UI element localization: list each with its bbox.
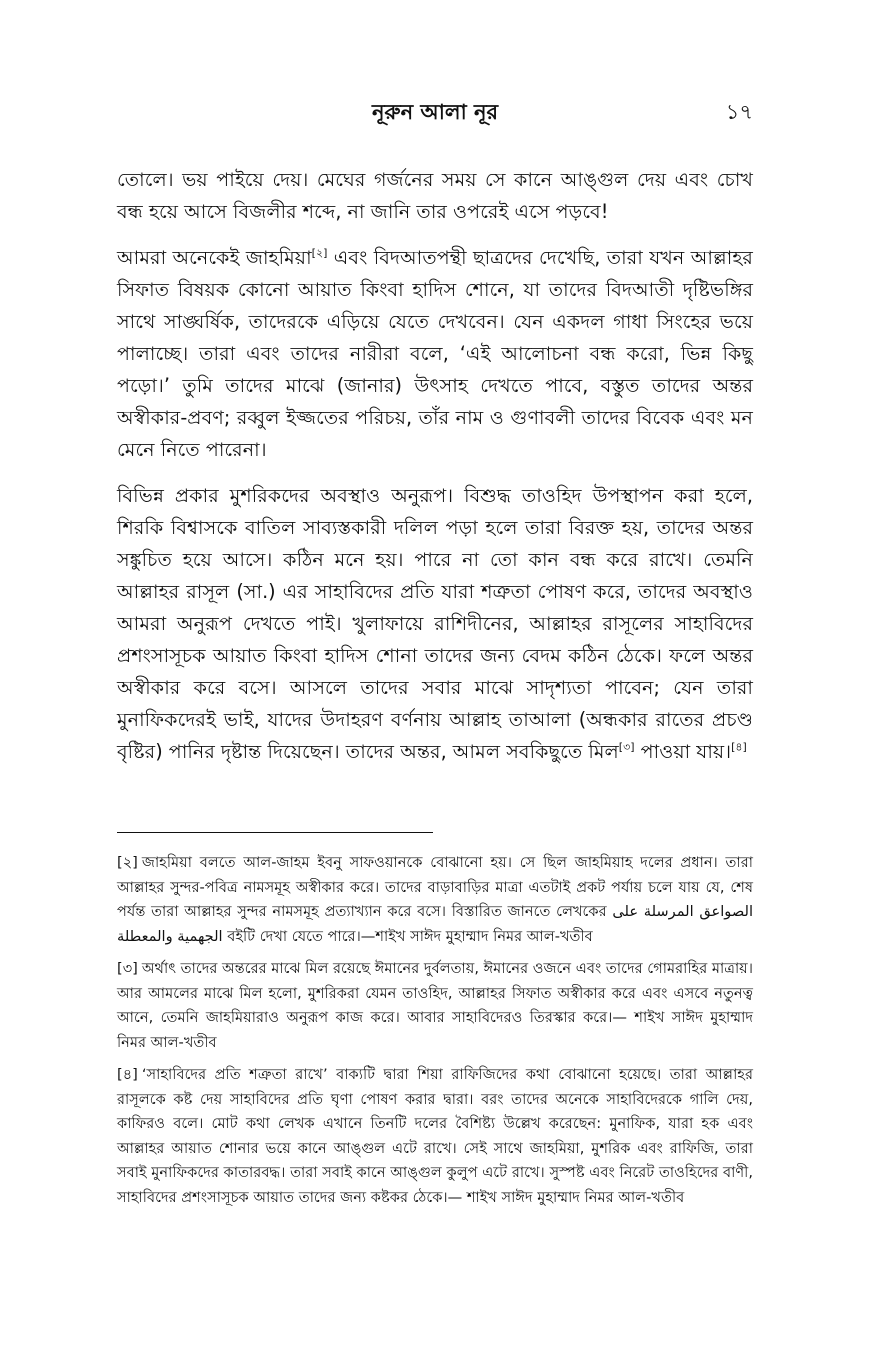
footnote-3-text: অর্থাৎ তাদের অন্তরের মাঝে মিল রয়েছে ঈমানের দুর্বলতায়, ঈমানের ওজনে এবং তাদের গোমরাহির মাত্রায়। আর আমলের মাঝে মিল হলো, মুশরিকরা যেমন তাওহিদ, আল্লাহর সিফাত অস্বীকার করে এবং এসবে নতুনত্ব আনে, তেমনি জাহমিয়ারাও অনুরূপ কাজ করে। আবার সাহাবিদেরও তিরস্কার করে।— শাইখ সাঈদ মুহাম্মাদ নিমর আল-খতীব (117, 960, 753, 1051)
body-text (117, 164, 753, 768)
footnote-2-marker: [২] (117, 854, 138, 871)
paragraph-1 (117, 164, 753, 228)
footnote-3 (117, 957, 753, 1055)
footnote-4-text: ‘সাহাবিদের প্রতি শত্রুতা রাখে’ বাক্যটি দ্বারা শিয়া রাফিজিদের কথা বোঝানো হয়েছে। তারা আল্লাহর রাসূলকে কষ্ট দেয় সাহাবিদের প্রতি ঘৃণা পোষণ করার দ্বারা। বরং তাদের অনেকে সাহাবিদেরকে গালি দেয়, কাফিরও বলে। মোট কথা লেখক এখানে তিনটি দলের বৈশিষ্ট্য উল্লেখ করেছেন: মুনাফিক, যারা হক এবং আল্লাহর আয়াত শোনার ভয়ে কানে আঙ্গুল এটে রাখে। সেই সাথে জাহমিয়া, মুশরিক এবং রাফিজি, তারা সবাই মুনাফিকদের কাতারবদ্ধ। তারা সবাই কানে আঙ্গুল কুলুপ এটে রাখে। সুস্পষ্ট এবং নিরেট তাওহিদের বাণী, সাহাবিদের প্রশংসাসূচক আয়াত তাদের জন্য কষ্টকর ঠেকে।— শাইখ সাঈদ মুহাম্মাদ নিমর আল-খতীব (117, 1066, 753, 1206)
footnote-2-text-b: বইটি দেখা যেতে পারে।—শাইখ সাঈদ মুহাম্মাদ নিমর আল-খতীব (222, 927, 593, 945)
paragraph-2 (117, 242, 753, 466)
page-header (117, 88, 753, 138)
paragraph-3 (117, 480, 753, 768)
page-number: ১৭ (725, 100, 753, 124)
footnote-2-arabic-title: الصواعق المرسلة على الجهمية والمعطلة (117, 903, 753, 945)
book-page (117, 88, 753, 1218)
paragraph-1-text: তোলে। ভয় পাইয়ে দেয়। মেঘের গর্জনের সময় সে কানে আঙ্গুল দেয় এবং চোখ বন্ধ হয়ে আসে বিজলীর শব্দে, না জানি তার ওপরেই এসে পড়বে! (117, 168, 753, 223)
paragraph-2-text-a: আমরা অনেকেই জাহমিয়া (117, 246, 312, 269)
footnote-4 (117, 1063, 753, 1210)
footnote-divider (117, 832, 433, 833)
footnote-ref-4[interactable]: [৪] (731, 740, 747, 754)
running-title: নূরুন আলা নূর (371, 100, 499, 124)
footnote-2-text-a: জাহমিয়া বলতে আল-জাহম ইবনু সাফওয়ানকে বোঝানো হয়। সে ছিল জাহমিয়াহ দলের প্রধান। তারা আল্লাহর সুন্দর-পবিত্র নামসমূহ অস্বীকার করে। তাদের বাড়াবাড়ির মাত্রা এতটাই প্রকট পর্যায় চলে যায় যে, শেষ পর্যন্ত তারা আল্লাহর সুন্দর নামসমূহ প্রত্যাখ্যান করে বসে। বিস্তারিত জানতে লেখকের (117, 854, 753, 920)
footnotes (117, 851, 753, 1210)
footnote-ref-2[interactable]: [২] (311, 246, 328, 260)
paragraph-3-text-b: পাওয়া যায়। (634, 740, 732, 763)
footnote-3-marker: [৩] (117, 960, 138, 977)
paragraph-3-text-a: বিভিন্ন প্রকার মুশরিকদের অবস্থাও অনুরূপ। বিশুদ্ধ তাওহিদ উপস্থাপন করা হলে, শিরকি বিশ্বাসকে বাতিল সাব্যস্তকারী দলিল পড়া হলে তারা বিরক্ত হয়, তাদের অন্তর সঙ্কুচিত হয়ে আসে। কঠিন মনে হয়। পারে না তো কান বন্ধ করে রাখে। তেমনি আল্লাহর রাসূল (সা.) এর সাহাবিদের প্রতি যারা শত্রুতা পোষণ করে, তাদের অবস্থাও আমরা অনুরূপ দেখতে পাই। খুলাফায়ে রাশিদীনের, আল্লাহর রাসূলের সাহাবিদের প্রশংসাসূচক আয়াত কিংবা হাদিস শোনা তাদের জন্য বেদম কঠিন ঠেকে। ফলে অন্তর অস্বীকার করে বসে। আসলে তাদের সবার মাঝে সাদৃশ্যতা পাবেন; যেন তারা মুনাফিকদেরই ভাই, যাদের উদাহরণ বর্ণনায় আল্লাহ তাআলা (অন্ধকার রাতের প্রচণ্ড বৃষ্টির) পানির দৃষ্টান্ত দিয়েছেন। তাদের অন্তর, আমল সবকিছুতে মিল (117, 484, 753, 763)
footnote-ref-3[interactable]: [৩] (618, 740, 635, 754)
footnote-4-marker: [৪] (117, 1066, 138, 1083)
footnote-2 (117, 851, 753, 949)
paragraph-2-text-b: এবং বিদআতপন্থী ছাত্রদের দেখেছি, তারা যখন আল্লাহর সিফাত বিষয়ক কোনো আয়াত কিংবা হাদিস শোনে, যা তাদের বিদআতী দৃষ্টিভঙ্গির সাথে সাঙ্ঘর্ষিক, তাদেরকে এড়িয়ে যেতে দেখবেন। যেন একদল গাধা সিংহের ভয়ে পালাচ্ছে। তারা এবং তাদের নারীরা বলে, ‘এই আলোচনা বন্ধ করো, ভিন্ন কিছু পড়ো।’ তুমি তাদের মাঝে (জানার) উৎসাহ দেখতে পাবে, বস্তুত তাদের অন্তর অস্বীকার-প্রবণ; রব্বুল ইজ্জতের পরিচয়, তাঁর নাম ও গুণাবলী তাদের বিবেক এবং মন মেনে নিতে পারেনা। (117, 246, 753, 461)
